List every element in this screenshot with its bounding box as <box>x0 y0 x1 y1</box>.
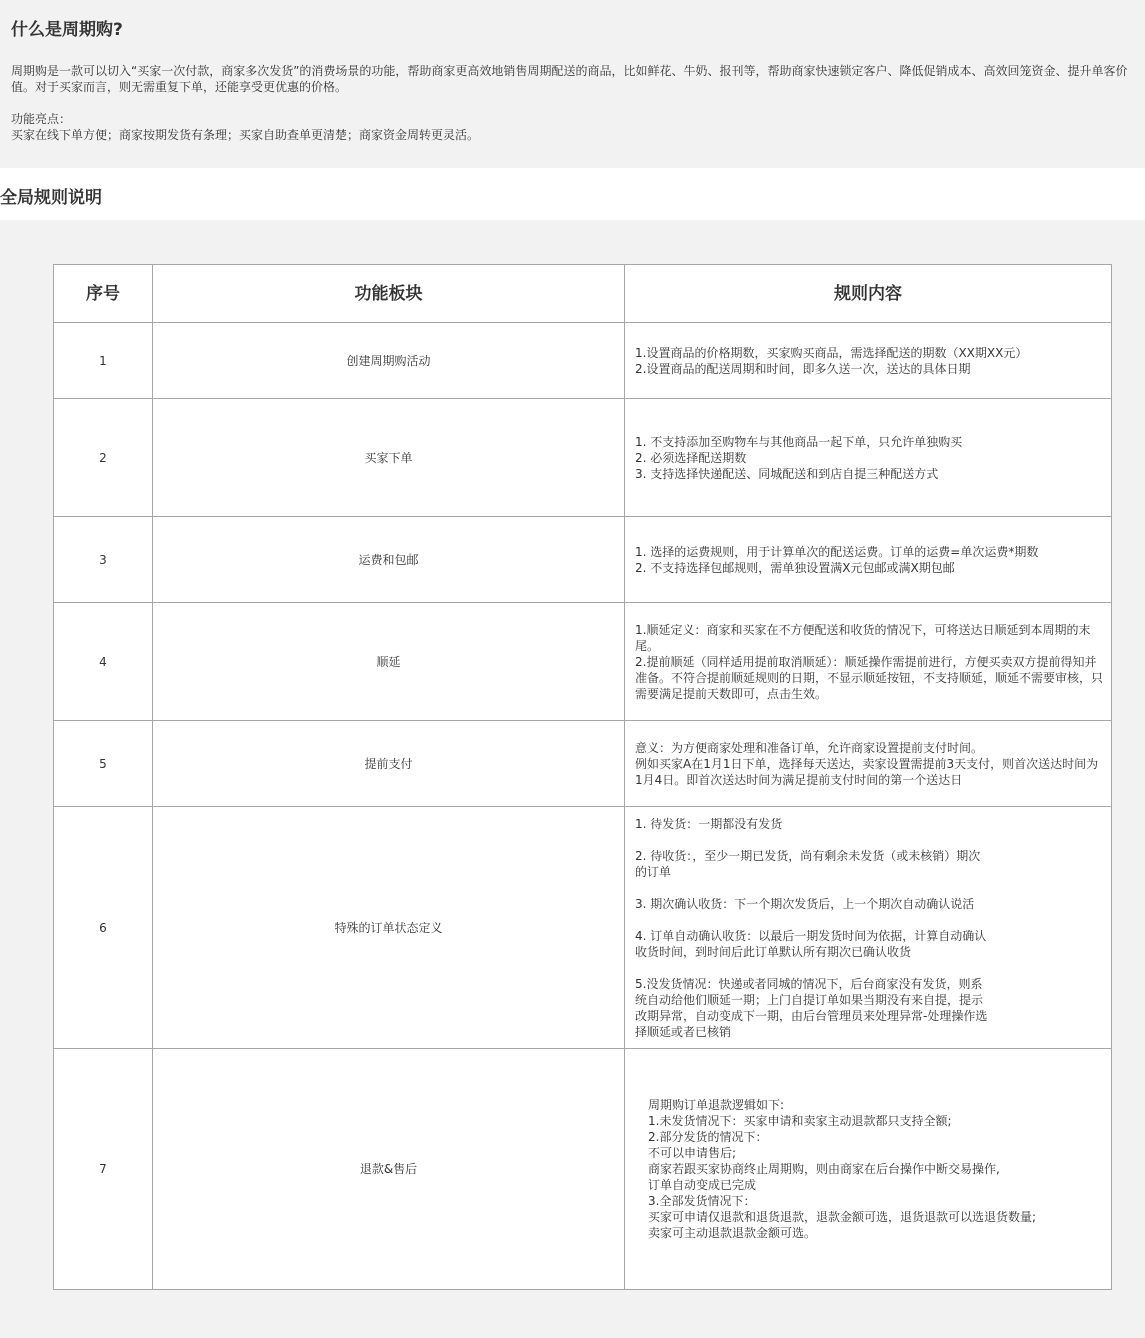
global-rules-header <box>0 168 1145 220</box>
row-module: 提前支付 <box>153 721 625 807</box>
row-rule <box>625 1049 1112 1290</box>
intro-title: 什么是周期购? <box>11 20 123 40</box>
row-rule <box>625 721 1112 807</box>
highlights-text: 买家在线下单方便；商家按期发货有条理；买家自助查单更清楚；商家资金周转更灵活。 <box>11 128 480 142</box>
intro-section <box>0 0 1145 168</box>
row-number: 4 <box>54 603 153 721</box>
row-module: 特殊的订单状态定义 <box>153 807 625 1049</box>
table-row <box>54 807 1112 1049</box>
row-module: 退款&售后 <box>153 1049 625 1290</box>
row-rule <box>625 807 1112 1049</box>
row-module: 顺延 <box>153 603 625 721</box>
rule-text: 1. 选择的运费规则，用于计算单次的配送运费。订单的运费=单次运费*期数 2. 不支持选择包邮规则，需单独设置满X元包邮或满X期包邮 <box>635 544 1039 575</box>
table-header-row <box>54 265 1112 323</box>
row-number: 7 <box>54 1049 153 1290</box>
rule-text: 1. 不支持添加至购物车与其他商品一起下单，只允许单独购买 2. 必须选择配送期数 3. 支持选择快递配送、同城配送和到店自提三种配送方式 <box>635 434 963 481</box>
header-no: 序号 <box>54 265 153 323</box>
row-module: 买家下单 <box>153 399 625 517</box>
table-row <box>54 603 1112 721</box>
row-number: 2 <box>54 399 153 517</box>
row-rule <box>625 603 1112 721</box>
row-rule <box>625 323 1112 399</box>
rule-text: 1. 待发货：一期都没有发货 2. 待收货：，至少一期已发货，尚有剩余未发货（或未核销）期次 的订单 3. 期次确认收货：下一个期次发货后，上一个期次自动确认说活 4. 订单自动确认收货：以最后一期发货时间为依据，计算自动确认 收货时间，到时间后此订单默认所有期次已确认收货 5.没发货情况：快递或者同城的情况下，后台商家没有发货，则系 统自动给他们顺延一期；上门自提订单如果当期没有来自提，提示 改期异常，自动变成下一期，由后台管理员来处理异常-处理操作选 择顺延或者已核销 <box>635 816 988 1039</box>
global-rules-title: 全局规则说明 <box>0 188 102 208</box>
header-rule: 规则内容 <box>625 265 1112 323</box>
row-number: 3 <box>54 517 153 603</box>
rules-table <box>53 264 1112 1290</box>
table-row <box>54 1049 1112 1290</box>
row-number: 1 <box>54 323 153 399</box>
highlights-title: 功能亮点： <box>11 112 72 126</box>
rule-text: 意义：为方便商家处理和准备订单，允许商家设置提前支付时间。 例如买家A在1月1日下单，选择每天送达，卖家设置需提前3天支付，则首次送达时间为1月4日。即首次送达时间为满足提前支付时间的第一个送达日 <box>635 740 1099 787</box>
row-module: 运费和包邮 <box>153 517 625 603</box>
rule-text: 1.设置商品的价格期数，买家购买商品，需选择配送的期数（XX期XX元） 2.设置商品的配送周期和时间，即多久送一次，送达的具体日期 <box>635 345 1028 376</box>
table-row <box>54 721 1112 807</box>
table-row <box>54 517 1112 603</box>
table-row <box>54 323 1112 399</box>
table-row <box>54 399 1112 517</box>
row-rule <box>625 517 1112 603</box>
row-rule <box>625 399 1112 517</box>
header-module: 功能板块 <box>153 265 625 323</box>
row-number: 6 <box>54 807 153 1049</box>
row-number: 5 <box>54 721 153 807</box>
row-module: 创建周期购活动 <box>153 323 625 399</box>
intro-description: 周期购是一款可以切入“买家一次付款，商家多次发货”的消费场景的功能，帮助商家更高效地销售周期配送的商品，比如鲜花、牛奶、报刊等，帮助商家快速锁定客户、降低促销成本、高效回笼资金、提升单客价值。对于买家而言，则无需重复下单，还能享受更优惠的价格。 <box>11 64 1128 94</box>
rule-text: 周期购订单退款逻辑如下: 1.未发货情况下：买家申请和卖家主动退款都只支持全额; 2.部分发货的情况下： 不可以申请售后; 商家若跟买家协商终止周期购，则由商家在后台操作中断交易操作, 订单自动变成已完成 3.全部发货情况下： 买家可申请仅退款和退货退款，退款金额可选，退货退款可以选退货数量; 卖家可主动退款退款金额可选。 <box>648 1098 1037 1240</box>
rule-text: 1.顺延定义：商家和买家在不方便配送和收货的情况下，可将送达日顺延到本周期的末尾。 2.提前顺延（同样适用提前取消顺延）：顺延操作需提前进行，方便买卖双方提前得知并准备。不符合提前顺延规则的日期，不显示顺延按钮，不支持顺延，顺延不需要审核，只需要满足提前天数即可，点击生效。 <box>635 622 1104 701</box>
